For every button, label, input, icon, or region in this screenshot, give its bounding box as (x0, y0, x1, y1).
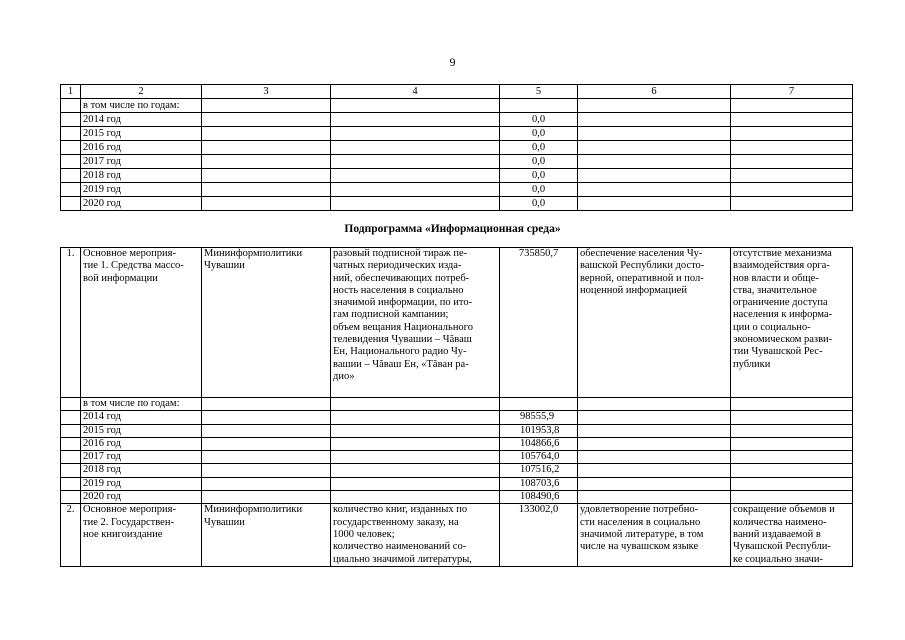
activity-name: Основное мероприя- тие 1. Средства массо- вой информации (81, 248, 202, 398)
year-value: 0,0 (500, 127, 578, 141)
top-table (60, 84, 853, 211)
column-number: 2 (81, 85, 202, 99)
activity-number: 2. (61, 504, 81, 566)
year-label: 2018 год (81, 169, 202, 183)
year-value: 101953,8 (500, 424, 578, 437)
activity-row (61, 504, 853, 566)
year-value: 0,0 (500, 197, 578, 211)
table-row (61, 464, 853, 477)
table-row (61, 437, 853, 450)
year-label: 2020 год (81, 197, 202, 211)
activity-name: Основное мероприя- тие 2. Государствен- ное книгоиздание (81, 504, 202, 566)
activity-executor: Мининформполитики Чувашии (202, 504, 331, 566)
year-value: 0,0 (500, 141, 578, 155)
year-label: 2019 год (81, 477, 202, 490)
years-subheader: в том числе по годам: (81, 398, 202, 411)
activity-risks: отсутствие механизма взаимодействия орга- нов власти и обще- ства, значительное ограничение доступа населения к информа- ции о социально- экономическом разви- тии Чувашской Рес- публики (731, 248, 853, 398)
activity-row (61, 248, 853, 398)
year-label: 2017 год (81, 155, 202, 169)
year-value: 0,0 (500, 183, 578, 197)
activity-total: 735850,7 (500, 248, 578, 398)
year-label: 2016 год (81, 141, 202, 155)
activity-result: обеспечение населения Чу- вашской Республики досто- верной, оперативной и пол- ноценной информацией (578, 248, 731, 398)
table-row (61, 183, 853, 197)
year-value: 98555,9 (500, 411, 578, 424)
year-label: 2016 год (81, 437, 202, 450)
year-value: 0,0 (500, 113, 578, 127)
column-number: 6 (578, 85, 731, 99)
table-row (61, 141, 853, 155)
year-value: 105764,0 (500, 451, 578, 464)
table-row (61, 197, 853, 211)
table-row (61, 113, 853, 127)
year-label: 2018 год (81, 464, 202, 477)
activity-number: 1. (61, 248, 81, 398)
activity-result: удовлетворение потребно- сти населения в социально значимой литературе, в том числе на чувашском языке (578, 504, 731, 566)
year-value: 104866,6 (500, 437, 578, 450)
year-value: 0,0 (500, 155, 578, 169)
table-row (61, 477, 853, 490)
table-row (61, 411, 853, 424)
year-value: 108490,6 (500, 491, 578, 504)
activity-total: 133002,0 (500, 504, 578, 566)
column-number: 3 (202, 85, 331, 99)
table-row (61, 451, 853, 464)
year-value: 107516,2 (500, 464, 578, 477)
years-subheader: в том числе по годам: (81, 99, 202, 113)
year-label: 2017 год (81, 451, 202, 464)
year-value: 0,0 (500, 169, 578, 183)
year-label: 2014 год (81, 113, 202, 127)
column-number: 5 (500, 85, 578, 99)
page-number: 9 (449, 55, 456, 69)
year-value: 108703,6 (500, 477, 578, 490)
year-label: 2015 год (81, 424, 202, 437)
subprogram-table (60, 247, 853, 567)
subprogram-title: Подпрограмма «Информационная среда» (344, 223, 561, 235)
table-row (61, 155, 853, 169)
activity-executor: Мининформполитики Чувашии (202, 248, 331, 398)
column-number-row (61, 85, 853, 99)
activity-indicators: разовый подписной тираж пе- чатных периодических изда- ний, обеспечивающих потреб- ность населения в социально значимой информации, по ито- гам подписной кампании; объем вещания Национального телевидения Чувашии – Чăваш Ен, Национального радио Чу- вашии – Чăваш Ен, «Тăван ра- дио» (331, 248, 500, 398)
column-number: 4 (331, 85, 500, 99)
table-row (61, 127, 853, 141)
activity-indicators: количество книг, изданных по государственному заказу, на 1000 человек; количество наименований со- циально значимой литературы, (331, 504, 500, 566)
activity-risks: сокращение объемов и количества наимено- ваний издаваемой в Чувашской Республи- ке социально значи- (731, 504, 853, 566)
column-number: 1 (61, 85, 81, 99)
table-row (61, 99, 853, 113)
table-row (61, 491, 853, 504)
year-label: 2015 год (81, 127, 202, 141)
table-row (61, 398, 853, 411)
table-row (61, 169, 853, 183)
column-number: 7 (731, 85, 853, 99)
year-label: 2014 год (81, 411, 202, 424)
year-label: 2019 год (81, 183, 202, 197)
table-row (61, 424, 853, 437)
year-label: 2020 год (81, 491, 202, 504)
